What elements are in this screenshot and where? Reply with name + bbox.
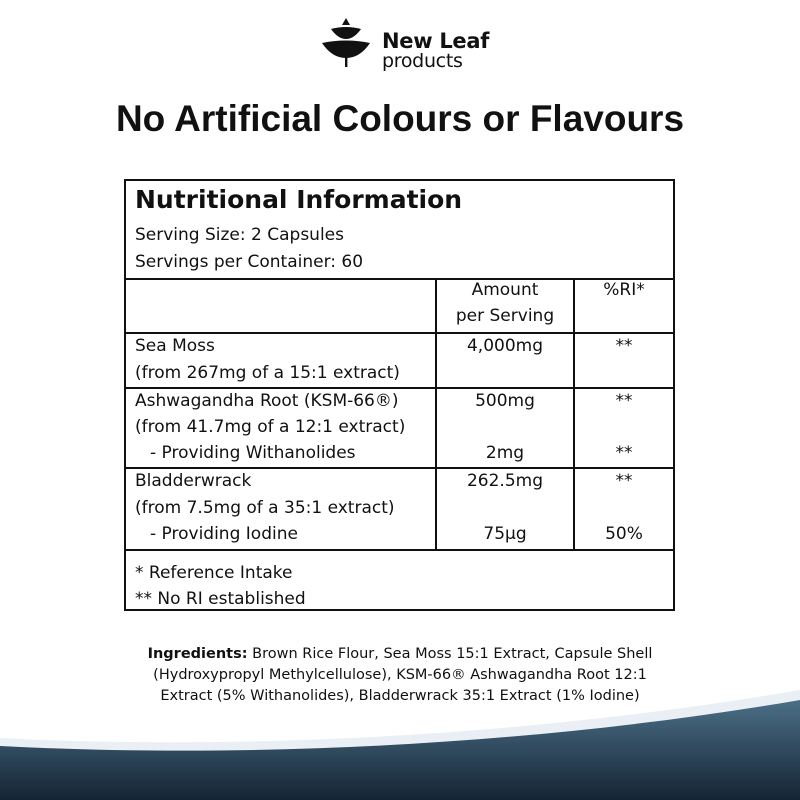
nutrition-panel bbox=[124, 179, 675, 611]
header-amount-line1: Amount bbox=[471, 280, 539, 300]
decorative-wave bbox=[0, 690, 800, 800]
footnote-reference-intake: * Reference Intake bbox=[135, 563, 293, 583]
row-ashwagandha-sub-label: - Providing Withanolides bbox=[150, 443, 356, 463]
divider bbox=[126, 387, 673, 389]
divider bbox=[126, 467, 673, 469]
footnote-no-ri: ** No RI established bbox=[135, 589, 306, 609]
row-bladderwrack-amount: 262.5mg bbox=[466, 471, 544, 491]
column-divider bbox=[435, 278, 437, 551]
row-bladderwrack-ri: ** bbox=[615, 471, 633, 491]
row-sea-moss-amount: 4,000mg bbox=[466, 336, 544, 356]
brand-subtitle: products bbox=[382, 50, 463, 72]
ingredients-label: Ingredients: bbox=[147, 646, 248, 662]
row-ashwagandha-ri: ** bbox=[615, 391, 633, 411]
row-ashwagandha-sub-ri: ** bbox=[615, 443, 633, 463]
row-bladderwrack-sub-amount: 75µg bbox=[483, 524, 527, 544]
divider bbox=[126, 549, 673, 551]
row-bladderwrack-name: Bladderwrack bbox=[135, 471, 252, 491]
row-sea-moss-detail: (from 267mg of a 15:1 extract) bbox=[135, 363, 400, 383]
brand-name: New Leaf bbox=[382, 29, 490, 53]
divider bbox=[126, 332, 673, 334]
column-divider bbox=[573, 278, 575, 551]
row-sea-moss-name: Sea Moss bbox=[135, 336, 215, 356]
brand-logo bbox=[320, 12, 500, 76]
ingredients-list: Brown Rice Flour, Sea Moss 15:1 Extract, Capsule Shell (Hydroxypropyl Methylcellulose), KSM-66® Ashwagandha Root 12:1 Extract (5% Withanolides), Bladderwrack 35:1 Extract (1% Iodine) bbox=[153, 646, 653, 704]
panel-title: Nutritional Information bbox=[135, 185, 463, 214]
row-ashwagandha-amount: 500mg bbox=[475, 391, 535, 411]
row-bladderwrack-sub-ri: 50% bbox=[605, 524, 643, 544]
row-ashwagandha-sub-amount: 2mg bbox=[485, 443, 525, 463]
serving-size: Serving Size: 2 Capsules bbox=[135, 225, 344, 245]
row-sea-moss-ri: ** bbox=[615, 336, 633, 356]
servings-per-container: Servings per Container: 60 bbox=[135, 252, 364, 272]
row-bladderwrack-sub-label: - Providing Iodine bbox=[150, 524, 298, 544]
headline: No Artificial Colours or Flavours bbox=[115, 98, 685, 139]
leaf-tier-icon bbox=[320, 14, 372, 74]
header-ri: %RI* bbox=[603, 280, 645, 300]
row-ashwagandha-name: Ashwagandha Root (KSM-66®) bbox=[135, 391, 399, 411]
row-ashwagandha-detail: (from 41.7mg of a 12:1 extract) bbox=[135, 417, 406, 437]
row-bladderwrack-detail: (from 7.5mg of a 35:1 extract) bbox=[135, 498, 395, 518]
header-amount-line2: per Serving bbox=[455, 306, 555, 326]
